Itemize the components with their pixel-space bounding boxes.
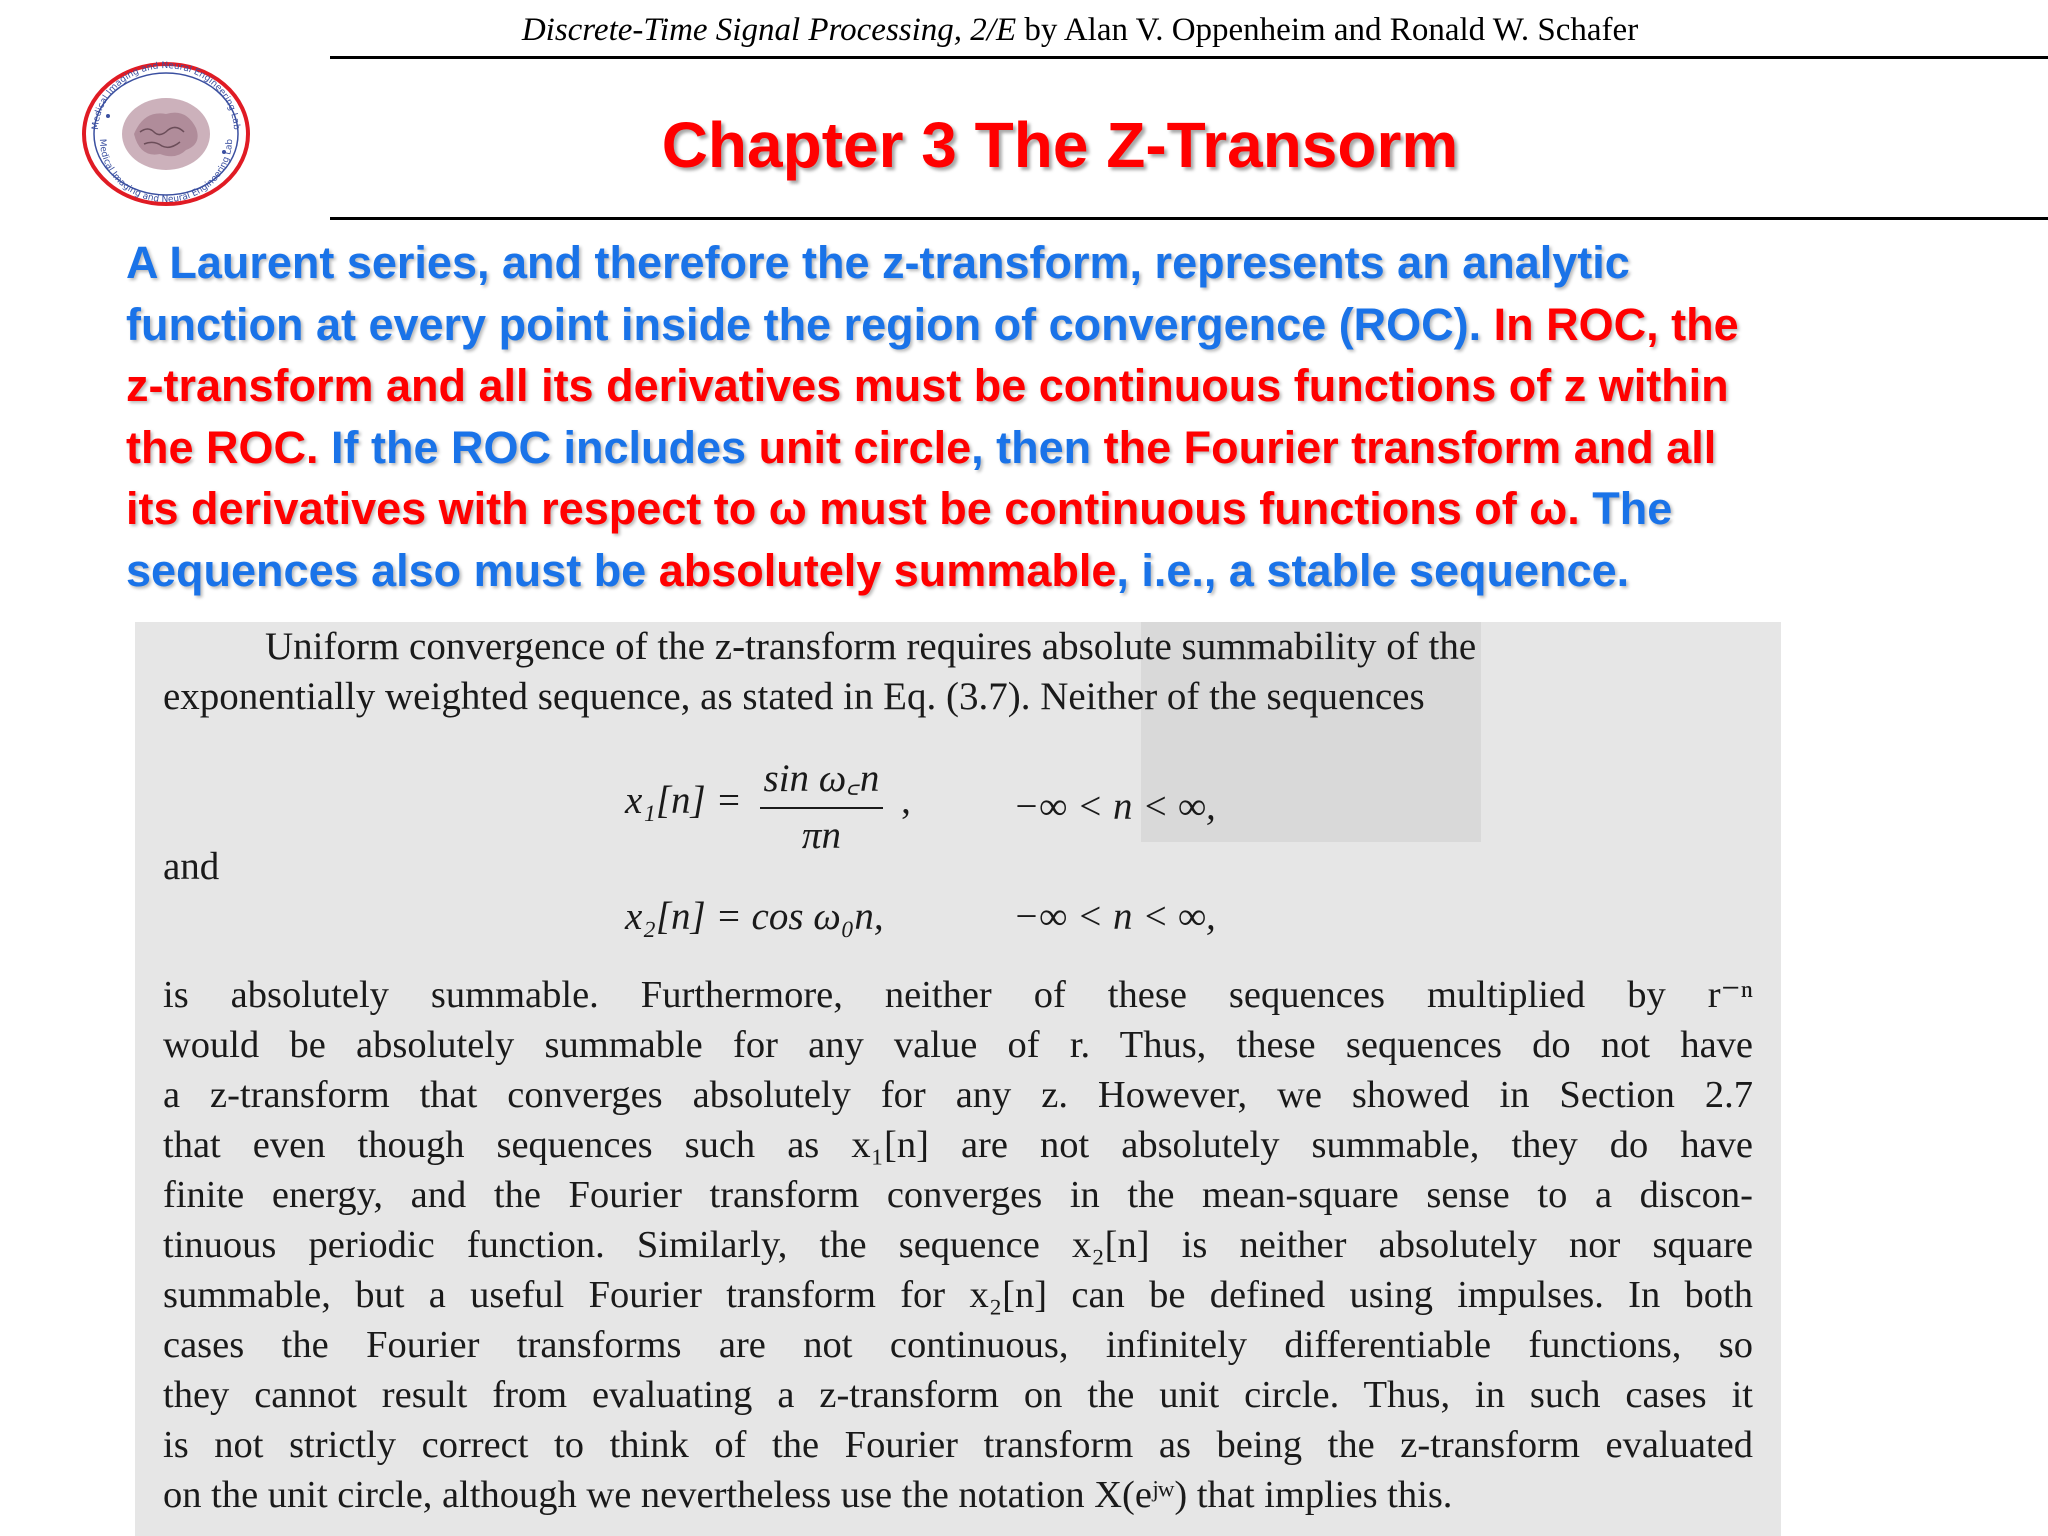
excerpt-paragraph-2 [163, 970, 1753, 1520]
chapter-title: Chapter 3 The Z-Transorm [661, 109, 1459, 181]
intro-text-run: In ROC, the [1493, 298, 1739, 350]
intro-line [126, 294, 2006, 356]
intro-text-run: A Laurent series, and therefore the z-transform, represents an analytic [126, 237, 1630, 288]
excerpt-line: is not strictly correct to think of the Fourier transform as being the z-transform evaluated [163, 1424, 1753, 1466]
lab-logo [78, 56, 254, 206]
intro-paragraph [126, 232, 2006, 601]
intro-text-run: function at every point inside the region of convergence (ROC). [126, 298, 1494, 350]
book-authors: by Alan V. Oppenheim and Ronald W. Schafer [1024, 12, 1639, 48]
excerpt-line: a z-transform that converges absolutely for any z. However, we showed in Section 2.7 [163, 1074, 1753, 1116]
intro-line [126, 478, 2006, 540]
excerpt-and: and [163, 845, 220, 888]
excerpt-paragraph-1 [163, 622, 1753, 722]
intro-text-run: the Fourier transform and all [1103, 421, 1717, 473]
excerpt-line: cases the Fourier transforms are not continuous, infinitely differentiable functions, so [163, 1324, 1753, 1366]
excerpt-line: on the unit circle, although we nevertheless use the notation X(eʲʷ) that implies this. [163, 1474, 1453, 1516]
intro-text-run: z-transform and all its derivatives must be continuous functions of z within [126, 360, 1729, 411]
intro-text-run: unit circle [758, 421, 972, 473]
intro-text-run: sequences also must be [126, 544, 659, 596]
intro-text-run: its derivatives with respect to ω must be continuous functions of ω. [126, 483, 1593, 534]
intro-line [126, 355, 2006, 417]
intro-line [126, 540, 2006, 602]
intro-text-run: If the ROC includes [331, 421, 759, 473]
excerpt-line: summable, but a useful Fourier transform for x₂[n] can be defined using impulses. In both [163, 1274, 1753, 1316]
excerpt-line: would be absolutely summable for any value of r. Thus, these sequences do not have [163, 1024, 1753, 1066]
intro-line [126, 232, 2006, 294]
equation-x1-fraction [760, 750, 884, 858]
intro-text-run: the ROC. [126, 421, 332, 473]
scanned-excerpt [135, 622, 1781, 1536]
intro-text-run: The [1592, 483, 1673, 534]
header-rule-bottom [330, 217, 2048, 220]
intro-text-run: absolutely summable [658, 544, 1117, 596]
equation-x1-numerator: sin ω꜀n [760, 750, 884, 809]
intro-text-run: , i.e., a stable sequence. [1116, 544, 1630, 596]
excerpt-line: tinuous periodic function. Similarly, the sequence x₂[n] is neither absolutely nor square [163, 1224, 1753, 1266]
logo-text-top: Medical Imaging and Neural Engineering Lab [90, 61, 242, 131]
intro-line [126, 417, 2006, 479]
equation-x1 [625, 750, 911, 858]
equation-x1-denominator: πn [801, 814, 841, 857]
logo-text-bottom: Medical Imaging and Neural Engineering Lab [96, 138, 236, 206]
excerpt-line: that even though sequences such as x₁[n] are not absolutely summable, they do have [163, 1124, 1753, 1166]
excerpt-line: is absolutely summable. Furthermore, neither of these sequences multiplied by r⁻ⁿ [163, 974, 1753, 1016]
equation-x1-comma: , [901, 778, 911, 822]
equation-x1-range: −∞ < n < ∞, [1013, 785, 1216, 828]
excerpt-line: Uniform convergence of the z-transform requires absolute summability of the [265, 625, 1477, 668]
excerpt-line: exponentially weighted sequence, as stated in Eq. (3.7). Neither of the sequences [163, 675, 1425, 718]
equation-x2-range: −∞ < n < ∞, [1013, 895, 1216, 938]
excerpt-line: finite energy, and the Fourier transform converges in the mean-square sense to a discon- [163, 1174, 1753, 1216]
excerpt-line: they cannot result from evaluating a z-transform on the unit circle. Thus, in such cases it [163, 1374, 1753, 1416]
header-rule-top [330, 56, 2048, 59]
equation-x2: x₂[n] = cos ω₀n, [625, 895, 884, 938]
equation-x1-lhs: x₁[n] = [625, 778, 742, 822]
book-title: Discrete-Time Signal Processing, 2/E [521, 12, 1017, 48]
book-credit [330, 12, 1830, 49]
intro-text-run: , then [971, 421, 1104, 473]
